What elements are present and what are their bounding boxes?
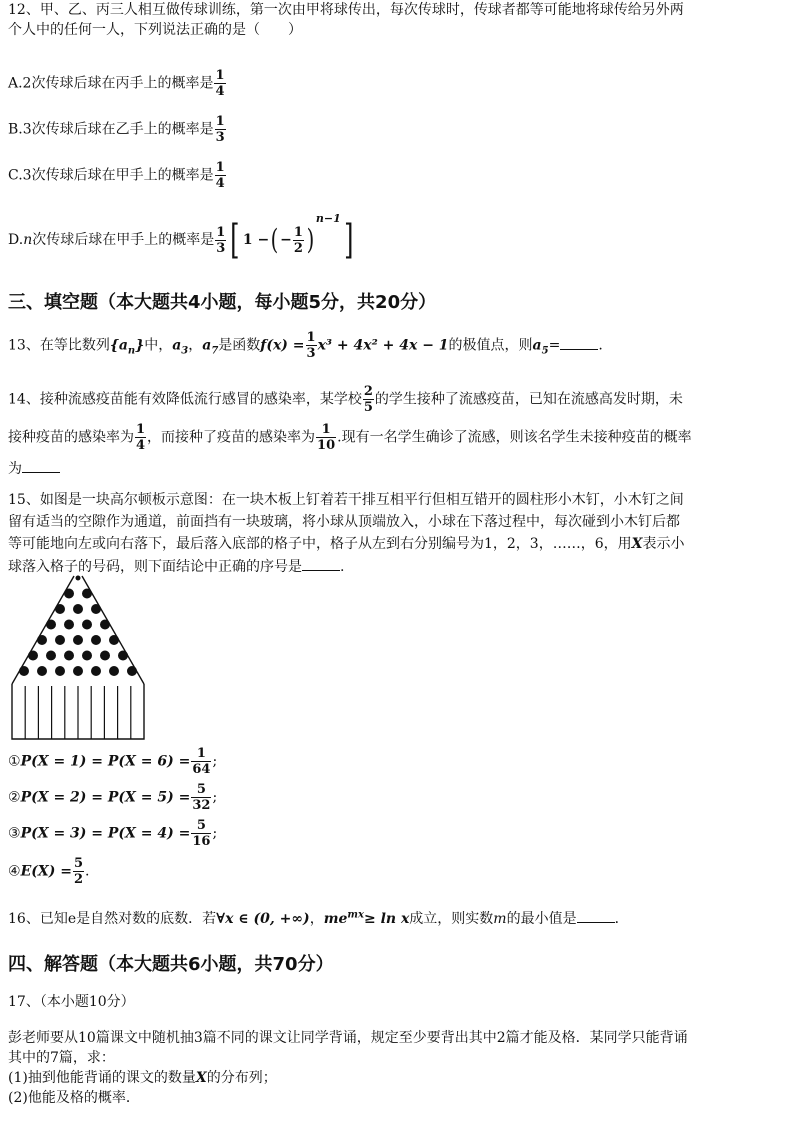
q14-l2b: ，而接种了疫苗的感染率为 [147, 429, 316, 446]
fraction-numerator: 1 [136, 422, 146, 437]
q17-line4: (2)他能及格的概率． [8, 1090, 140, 1106]
fraction-denominator: 2 [293, 240, 303, 256]
fraction-numerator: 1 [196, 746, 206, 761]
q14-l3: 为 [8, 461, 22, 477]
option-4-expr: E(X) = [20, 863, 72, 880]
option-d-text: 次传球后球在甲手上的概率是 [32, 232, 215, 248]
option-d-fraction [215, 225, 226, 256]
q15-l4: 球落入格子的号码，则下面结论中正确的序号是 [8, 559, 302, 575]
fraction-denominator: 64 [192, 762, 211, 777]
q13-pre: 13、在等比数列 [8, 337, 110, 354]
fraction-denominator: 5 [363, 400, 373, 415]
fraction-numerator: 1 [321, 422, 331, 437]
q16-exponent: mx [347, 909, 364, 921]
q17-line1: 彭老师要从10篇课文中随机抽3篇不同的课文让同学背诵，规定至少要背出其中2篇才能及格．某同学只能背诵 [8, 1030, 688, 1046]
q14-answer-blank[interactable] [22, 458, 60, 473]
q14-fraction-3 [316, 422, 336, 453]
q14-l2c: .现有一名学生确诊了流感，则该名学生未接种疫苗的概率 [337, 429, 692, 446]
q15-l3a: 等可能地向左或向右落下，最后落入底部的格子中，格子从左到右分别编号为1，2，3，……，6，用 [8, 536, 632, 552]
q15-line2: 留有适当的空隙作为通道，前面挡有一块玻璃，将小球从顶端放入，小球在下落过程中，每次碰到小木钉后都 [8, 514, 680, 530]
q15-option-1 [8, 746, 217, 777]
fraction-denominator: 4 [215, 176, 225, 191]
fraction-numerator: 1 [306, 330, 316, 345]
option-c-fraction [215, 160, 226, 191]
option-b-text: B.3次传球后球在乙手上的概率是 [8, 121, 214, 138]
option-d-inner-fraction [293, 225, 304, 256]
left-bracket: [ [230, 217, 240, 263]
q15-l3x: X [631, 536, 643, 552]
q14-line2 [8, 422, 692, 453]
q12-option-d [8, 212, 356, 263]
option-d-inner: 1 − [242, 232, 270, 248]
q17-line2: 其中的7篇，求： [8, 1050, 115, 1066]
option-d-exponent: n−1 [315, 212, 341, 225]
option-1-expr: P(X = 1) = P(X = 6) = [20, 753, 191, 770]
q16-end: ． [614, 911, 629, 927]
fraction-denominator: 2 [73, 872, 83, 887]
fraction-denominator: 3 [306, 346, 316, 361]
q13-a5: a [532, 337, 542, 354]
option-1-fraction [191, 746, 211, 777]
q15-line3 [8, 534, 685, 554]
fraction-denominator: 4 [136, 438, 146, 453]
q13-a7: a [202, 337, 212, 354]
q14-l2a: 接种疫苗的感染率为 [8, 429, 134, 446]
q13-mid2: 是函数 [218, 337, 261, 354]
q13-seq: {a [109, 337, 128, 354]
q16-mid: 成立，则实数 [409, 911, 494, 927]
galton-peg [37, 666, 47, 676]
q15-option-2 [8, 782, 217, 813]
galton-peg [64, 620, 74, 630]
galton-peg [55, 666, 65, 676]
right-bracket: ] [343, 217, 354, 263]
q13-seq-sub: n [127, 345, 136, 357]
q16-post: 的最小值是 [506, 911, 577, 927]
q16 [8, 908, 629, 928]
fraction-numerator: 1 [215, 68, 225, 83]
option-4-fraction [73, 856, 84, 887]
q13-end: . [598, 337, 603, 354]
fraction-numerator: 5 [73, 856, 83, 871]
option-b-fraction [215, 114, 226, 145]
fraction-numerator: 1 [215, 160, 225, 175]
galton-peg [28, 651, 38, 661]
q16-condition: ∀x ∈ (0, +∞) [216, 911, 310, 927]
q14-line1 [8, 384, 683, 415]
galton-peg [73, 666, 83, 676]
option-1-mark: ① [8, 753, 21, 770]
q13-a3-sub: 3 [181, 345, 189, 357]
q16-comma: ， [309, 911, 324, 927]
q16-pre: 16、已知e是自然对数的底数．若 [8, 911, 217, 927]
q15-option-4 [8, 856, 89, 887]
option-d-prefix: D. [8, 232, 24, 248]
q15-l3b: 表示小 [642, 536, 685, 552]
fraction-denominator: 3 [216, 240, 226, 256]
q15-line1: 15、如图是一块高尔顿板示意图：在一块木板上钉着若干排互相平行但相互错开的圆柱形小木钉，小木钉之间 [8, 492, 684, 508]
option-4-mark: ④ [8, 863, 21, 880]
q13-mid: 中， [144, 337, 173, 354]
fraction-denominator: 4 [215, 84, 225, 99]
q17-header: 17、（本小题10分） [8, 994, 135, 1010]
q14-fraction-2 [135, 422, 146, 453]
galton-peg [46, 651, 56, 661]
option-d-minus: − [280, 232, 292, 248]
fraction-denominator: 16 [192, 834, 211, 849]
q13-fx: f(x) = [260, 337, 305, 354]
galton-board-figure [8, 574, 148, 744]
q12-option-c [8, 160, 227, 191]
section-3-title: 三、填空题（本大题共4小题，每小题5分，共20分） [8, 292, 437, 313]
q14-l1a: 14、接种流感疫苗能有效降低流行感冒的感染率，某学校 [8, 391, 362, 408]
q13-eq: = [548, 337, 561, 354]
fraction-numerator: 5 [196, 782, 206, 797]
q13-comma: ， [188, 337, 203, 354]
galton-peg [82, 651, 92, 661]
q13-answer-blank[interactable] [560, 335, 598, 350]
galton-peg [91, 666, 101, 676]
fraction-numerator: 1 [215, 114, 225, 129]
q14-fraction-1 [363, 384, 374, 415]
galton-peg [73, 604, 83, 614]
galton-peg [91, 635, 101, 645]
q17-l3a: (1)抽到他能背诵的课文的数量 [8, 1070, 196, 1086]
option-2-fraction [191, 782, 211, 813]
option-a-fraction [214, 68, 225, 99]
option-3-mark: ③ [8, 825, 21, 842]
section-4-title: 四、解答题（本大题共6小题，共70分） [8, 954, 334, 975]
q13-post: 的极值点，则 [448, 337, 533, 354]
fraction-numerator: 1 [293, 224, 303, 240]
q12-stem-line1: 12、甲、乙、丙三人相互做传球训练，第一次由甲将球传出，每次传球时，传球者都等可能地将球传给另外两 [8, 2, 684, 18]
fraction-numerator: 5 [196, 818, 206, 833]
q15-answer-blank[interactable] [302, 556, 340, 571]
q17-l3x: X [195, 1070, 207, 1086]
galton-peg [118, 651, 128, 661]
option-2-expr: P(X = 2) = P(X = 5) = [20, 789, 191, 806]
q17-line3 [8, 1068, 277, 1088]
fraction-numerator: 2 [363, 384, 373, 399]
option-2-end: ; [212, 789, 218, 806]
q16-m: m [493, 911, 507, 927]
galton-peg [73, 635, 83, 645]
q13 [8, 330, 603, 361]
q13-a7-sub: 7 [211, 345, 219, 357]
option-c-text: C.3次传球后球在甲手上的概率是 [8, 167, 214, 184]
q13-poly: x³ + 4x² + 4x − 1 [317, 337, 449, 354]
left-paren: ( [270, 223, 279, 256]
q16-answer-blank[interactable] [577, 908, 615, 923]
q14-line3 [8, 458, 60, 479]
q12-stem-line2: 个人中的任何一人，下列说法正确的是（ ） [8, 22, 302, 38]
q16-ineq: me [323, 911, 348, 927]
galton-peg [82, 620, 92, 630]
galton-peg [100, 651, 110, 661]
galton-peg [19, 666, 29, 676]
q13-a3: a [172, 337, 182, 354]
galton-peg [76, 576, 81, 581]
q13-a5-sub: 5 [541, 345, 549, 357]
option-1-end: ; [212, 753, 218, 770]
galton-peg [64, 651, 74, 661]
q15-l4end: . [340, 559, 345, 575]
option-4-end: . [85, 863, 90, 880]
q12-option-b [8, 114, 227, 145]
fraction-denominator: 3 [215, 130, 225, 145]
fraction-numerator: 1 [216, 224, 226, 240]
option-2-mark: ② [8, 789, 21, 806]
galton-peg [109, 666, 119, 676]
right-paren: ) [306, 223, 315, 256]
option-3-end: ; [212, 825, 218, 842]
q13-fraction [306, 330, 317, 361]
fraction-denominator: 10 [317, 438, 336, 453]
option-d-n: n [23, 232, 33, 248]
q13-seq-end: } [135, 337, 145, 354]
option-3-expr: P(X = 3) = P(X = 4) = [20, 825, 191, 842]
q15-option-3 [8, 818, 217, 849]
galton-peg [127, 666, 137, 676]
q12-option-a [8, 68, 227, 99]
option-a-text: A.2次传球后球在丙手上的概率是 [8, 75, 214, 92]
galton-slots [25, 686, 131, 739]
q14-l1b: 的学生接种了流感疫苗，已知在流感高发时期，未 [374, 391, 683, 408]
option-3-fraction [191, 818, 211, 849]
galton-pegs [19, 576, 137, 677]
galton-peg [55, 635, 65, 645]
fraction-denominator: 32 [192, 798, 211, 813]
q17-l3b: 的分布列； [206, 1070, 277, 1086]
q16-ineq2: ≥ ln x [363, 911, 410, 927]
